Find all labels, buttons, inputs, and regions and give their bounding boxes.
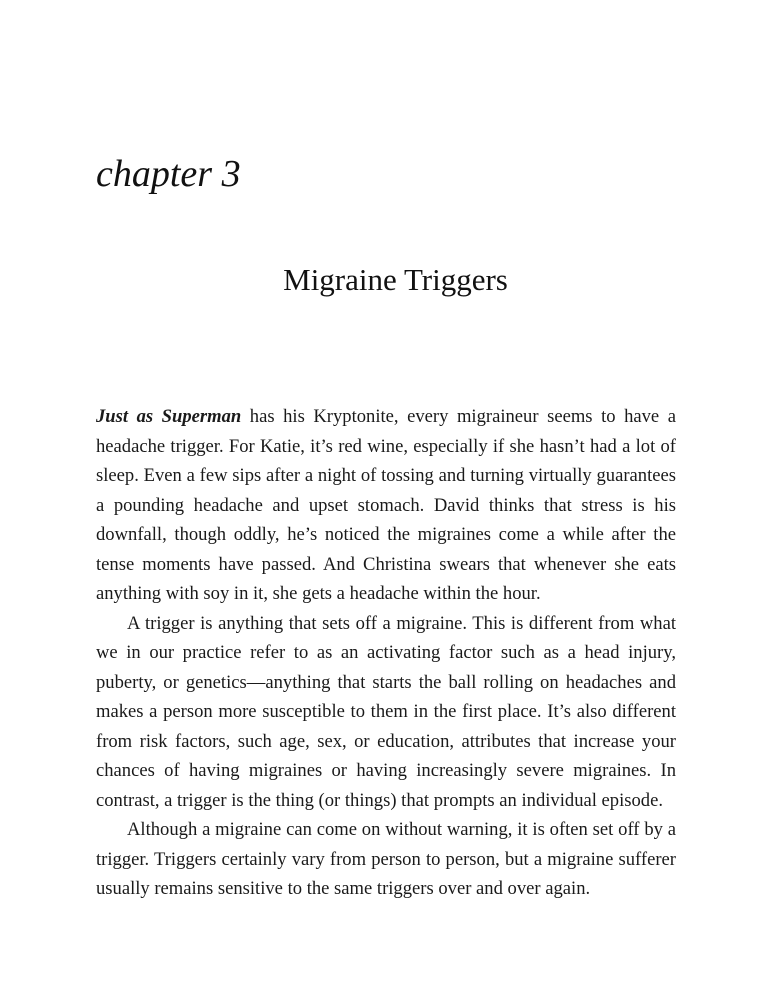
paragraph-3: Although a migraine can come on without warning, it is often set off by a trigger. Triggers certainly vary from person to person, but a migraine sufferer usually remains sensitive to the same triggers over and over again. xyxy=(96,819,676,899)
chapter-title: Migraine Triggers xyxy=(283,262,508,297)
paragraph-2: A trigger is anything that sets off a migraine. This is different from what we in our practice refer to as an activating factor such as a head injury, puberty, or genetics—anything that starts the ball rolling on headaches and makes a person more susceptible to them in the first place. It’s also different from risk factors, such age, sex, or education, attributes that increase your chances of having migraines or having increasingly severe migraines. In contrast, a trigger is the thing (or things) that prompts an individual episode. xyxy=(96,612,676,811)
run-in-heading: Just as Superman xyxy=(96,406,242,427)
chapter-body xyxy=(96,402,676,904)
paragraph-1-text: has his Kryptonite, every migraineur seems to have a headache trigger. For Katie, it’s red wine, especially if she hasn’t had a lot of sleep. Even a few sips after a night of tossing and turning virtually guarantees a pounding headache and upset stomach. David thinks that stress is his downfall, though oddly, he’s noticed the migraines come a while after the tense moments have passed. And Christina swears that whenever she eats anything with soy in it, she gets a headache within the hour. xyxy=(96,406,676,604)
paragraph-1 xyxy=(96,402,676,609)
chapter-label: chapter 3 xyxy=(96,153,241,195)
